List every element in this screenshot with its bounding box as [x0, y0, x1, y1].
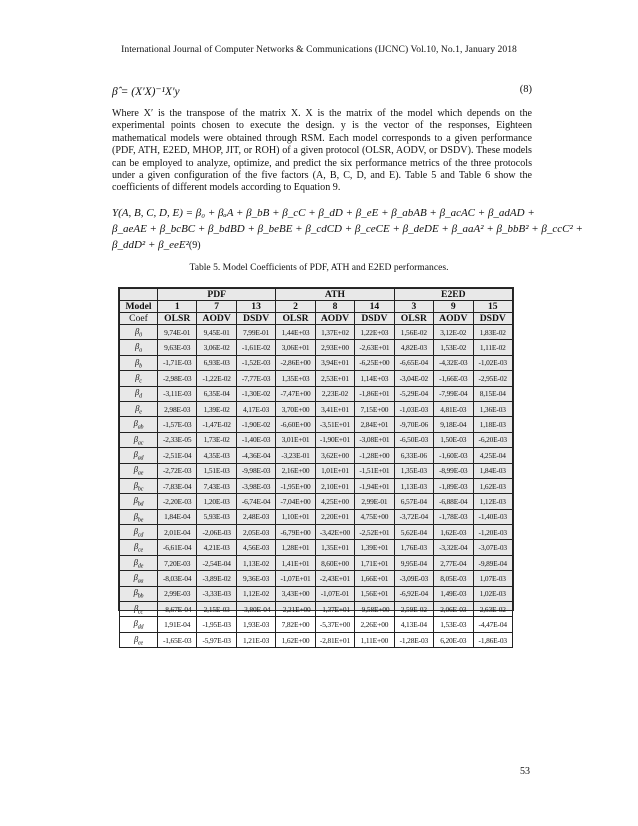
coefficient-subscript: ce — [138, 548, 144, 554]
table-cell: -3,04E-02 — [394, 371, 433, 386]
coefficients-table — [119, 288, 513, 648]
coefficient-label: $\beta_0$ — [120, 325, 158, 340]
table-cell: -3,98E-03 — [236, 478, 275, 493]
table-cell: -6,61E-04 — [158, 540, 197, 555]
table-cell: 1,07E-03 — [473, 571, 513, 586]
protocol-header: OLSR — [394, 313, 433, 325]
table-cell: -4,32E-03 — [434, 355, 473, 370]
table-cell: -1,20E-03 — [473, 525, 513, 540]
table-cell: 1,83E-02 — [473, 325, 513, 340]
model-number: 2 — [276, 301, 315, 313]
table-cell: -2,98E-03 — [158, 371, 197, 386]
table-cell: -4,36E-04 — [236, 448, 275, 463]
table-cell: -6,20E-03 — [473, 432, 513, 447]
protocol-header: AODV — [197, 313, 236, 325]
coefficient-label: $\beta_{be}$ — [120, 509, 158, 524]
table-cell: -3,72E-04 — [394, 509, 433, 524]
table-cell: -1,86E-03 — [473, 632, 513, 647]
coefficient-subscript: bb — [137, 594, 144, 601]
coefficient-label: $\beta_{dd}$ — [120, 617, 158, 632]
table-cell: 9,36E-03 — [236, 571, 275, 586]
coefficient-subscript: aa — [137, 578, 144, 585]
table-cell: 3,41E+01 — [315, 401, 354, 416]
table-cell: 3,94E+01 — [315, 355, 354, 370]
page-number: 53 — [520, 766, 530, 777]
coefficient-label: $\beta_{ce}$ — [120, 540, 158, 555]
table-cell: -9,70E-06 — [394, 417, 433, 432]
table-cell: 1,84E-03 — [473, 463, 513, 478]
table-cell: 1,66E+01 — [355, 571, 394, 586]
table-cell: -2,33E-05 — [158, 432, 197, 447]
table-cell: 1,28E+01 — [276, 540, 315, 555]
protocol-header: AODV — [315, 313, 354, 325]
table-cell: 9,63E-03 — [158, 340, 197, 355]
protocol-header: DSDV — [473, 313, 513, 325]
table-row — [120, 602, 513, 617]
table-cell: -6,25E+00 — [355, 355, 394, 370]
table-row — [120, 632, 513, 647]
coefficient-subscript: ac — [137, 440, 144, 447]
table-cell: -5,37E+00 — [315, 617, 354, 632]
table-cell: 1,35E+01 — [315, 540, 354, 555]
coefficient-label: $\beta_{cc}$ — [120, 602, 158, 617]
model-number: 1 — [158, 301, 197, 313]
table-cell: -1,66E-03 — [434, 371, 473, 386]
table-cell: 6,93E-03 — [197, 355, 236, 370]
table-cell: 1,93E-03 — [236, 617, 275, 632]
table-cell: -7,04E+00 — [276, 494, 315, 509]
coefficient-subscript: b — [139, 363, 142, 370]
table-cell: -1,40E-03 — [236, 432, 275, 447]
table-cell: -1,61E-02 — [236, 340, 275, 355]
table-row — [120, 555, 513, 570]
table-cell: 1,01E+01 — [315, 463, 354, 478]
table-cell: 4,25E-04 — [473, 448, 513, 463]
table-cell: -2,86E+00 — [276, 355, 315, 370]
table-cell: 4,25E+00 — [315, 494, 354, 509]
table-cell: 2,99E-01 — [355, 494, 394, 509]
table-cell: 1,10E+01 — [276, 509, 315, 524]
table-cell: 4,21E-03 — [197, 540, 236, 555]
table-cell: 1,12E-02 — [236, 586, 275, 601]
group-header-ath: ATH — [276, 289, 394, 301]
table-cell: 1,20E-03 — [197, 494, 236, 509]
table-cell: 1,53E-03 — [434, 617, 473, 632]
table-cell: 1,11E+00 — [355, 632, 394, 647]
table-cell: -1,40E-03 — [473, 509, 513, 524]
table-cell: 4,17E-03 — [236, 401, 275, 416]
coefficient-subscript: 0 — [139, 332, 142, 339]
table-cell: 8,05E-03 — [434, 571, 473, 586]
coefficient-subscript: ad — [137, 455, 144, 462]
table-cell: -2,63E+01 — [355, 340, 394, 355]
table-cell: 1,11E-02 — [473, 340, 513, 355]
table-row — [120, 463, 513, 478]
coefficient-label: $\beta_{bb}$ — [120, 586, 158, 601]
table-cell: -2,52E+01 — [355, 525, 394, 540]
equation-9-line-3-text: β_ddD² + β_eeE² — [112, 239, 189, 251]
table-cell: 1,56E+01 — [355, 586, 394, 601]
table-cell: -1,07E+01 — [276, 571, 315, 586]
table-cell: 7,43E-03 — [197, 478, 236, 493]
coefficient-subscript: cd — [137, 532, 144, 539]
coefficient-subscript: be — [137, 517, 144, 524]
table-cell: 2,53E+01 — [315, 371, 354, 386]
model-number: 8 — [315, 301, 354, 313]
model-number: 14 — [355, 301, 394, 313]
table-cell: -3,07E-03 — [473, 540, 513, 555]
table-cell: -3,80E-04 — [236, 602, 275, 617]
table-cell: 2,06E-03 — [434, 602, 473, 617]
table-cell: -9,89E-04 — [473, 555, 513, 570]
table-cell: -1,07E-01 — [315, 586, 354, 601]
table-cell: 1,62E-03 — [473, 478, 513, 493]
table-cell: -1,28E-03 — [394, 632, 433, 647]
table-row — [120, 325, 513, 340]
table-protocol-row — [120, 313, 513, 325]
table-cell: 1,53E-02 — [434, 340, 473, 355]
coefficient-label: $\beta_b$ — [120, 355, 158, 370]
coefficient-label: $\beta_e$ — [120, 401, 158, 416]
equation-9 — [112, 205, 583, 254]
table-cell: 2,01E-04 — [158, 525, 197, 540]
table-cell: 2,05E-03 — [236, 525, 275, 540]
coefficient-subscript: bc — [137, 486, 144, 493]
table-cell: 4,56E-03 — [236, 540, 275, 555]
table-cell: -1,90E-02 — [236, 417, 275, 432]
coefficient-label: $\beta_{bc}$ — [120, 478, 158, 493]
table-cell: -1,95E-03 — [197, 617, 236, 632]
table-cell: 3,62E+00 — [315, 448, 354, 463]
table-cell: -3,11E-03 — [158, 386, 197, 401]
table-cell: 1,62E+00 — [276, 632, 315, 647]
model-number: 9 — [434, 301, 473, 313]
coefficient-label: $\beta_c$ — [120, 371, 158, 386]
table-cell: 3,43E+00 — [276, 586, 315, 601]
equation-8-number: (8) — [519, 84, 532, 95]
protocol-header: DSDV — [236, 313, 275, 325]
table-cell: 1,39E+01 — [355, 540, 394, 555]
coefficient-subscript: ee — [138, 640, 144, 647]
table-cell: -1,65E-03 — [158, 632, 197, 647]
table-cell: -1,28E+00 — [355, 448, 394, 463]
table-cell: 4,35E-03 — [197, 448, 236, 463]
table-row — [120, 571, 513, 586]
table-cell: 1,49E-03 — [434, 586, 473, 601]
table-cell: 4,82E-03 — [394, 340, 433, 355]
table-cell: -3,33E-03 — [197, 586, 236, 601]
table-cell: 2,20E+01 — [315, 509, 354, 524]
table-cell: -5,29E-04 — [394, 386, 433, 401]
table-cell: 2,99E-03 — [158, 586, 197, 601]
table-cell: 1,39E-02 — [197, 401, 236, 416]
coefficient-label: $\beta_{cd}$ — [120, 525, 158, 540]
coefficient-label: $\beta_{de}$ — [120, 555, 158, 570]
table-cell: 7,99E-01 — [236, 325, 275, 340]
table-cell: 6,35E-04 — [197, 386, 236, 401]
model-number: 13 — [236, 301, 275, 313]
table-cell: 4,81E-03 — [434, 401, 473, 416]
coef-label: Coef — [120, 313, 158, 325]
table-cell: 1,50E-03 — [434, 432, 473, 447]
table-cell: 6,57E-04 — [394, 494, 433, 509]
table-cell: -6,65E-04 — [394, 355, 433, 370]
equation-9-line-3 — [112, 237, 532, 254]
table-cell: -9,98E-03 — [236, 463, 275, 478]
coefficient-label: $\beta_a$ — [120, 340, 158, 355]
table-cell: -3,23E-01 — [276, 448, 315, 463]
table-cell: -5,97E-03 — [197, 632, 236, 647]
coefficient-label: $\beta_{ac}$ — [120, 432, 158, 447]
protocol-header: OLSR — [276, 313, 315, 325]
table-cell: 9,95E-04 — [394, 555, 433, 570]
table-row — [120, 448, 513, 463]
table-row — [120, 401, 513, 416]
table-row — [120, 386, 513, 401]
table-cell: -1,89E-03 — [434, 478, 473, 493]
coefficient-label: $\beta_{ab}$ — [120, 417, 158, 432]
table-cell: 4,13E-04 — [394, 617, 433, 632]
model-label: Model — [120, 301, 158, 313]
table-cell: 2,84E+01 — [355, 417, 394, 432]
coefficient-label: $\beta_{ae}$ — [120, 463, 158, 478]
table-cell: -7,77E-03 — [236, 371, 275, 386]
table-cell: -3,08E+01 — [355, 432, 394, 447]
table-cell: 1,73E-02 — [197, 432, 236, 447]
table-row — [120, 417, 513, 432]
table-cell: -6,79E+00 — [276, 525, 315, 540]
table-cell: 1,36E-03 — [473, 401, 513, 416]
table-cell: -2,81E+01 — [315, 632, 354, 647]
table-cell: -1,60E-03 — [434, 448, 473, 463]
table-cell: 1,84E-04 — [158, 509, 197, 524]
table-cell: 1,37E+02 — [315, 325, 354, 340]
table-cell: -3,42E+00 — [315, 525, 354, 540]
table-5-image — [118, 287, 514, 647]
table-cell: 1,12E-03 — [473, 494, 513, 509]
table-cell: -1,86E+01 — [355, 386, 394, 401]
table-cell: -1,30E-02 — [236, 386, 275, 401]
coefficient-label: $\beta_{ad}$ — [120, 448, 158, 463]
table-cell: -1,71E-03 — [158, 355, 197, 370]
coefficient-subscript: dd — [137, 624, 144, 631]
table-cell: -7,83E-04 — [158, 478, 197, 493]
equation-8-formula: β̂ = (X′X)⁻¹X′y — [112, 86, 180, 98]
coefficient-subscript: ae — [137, 471, 144, 478]
table-cell: -7,99E-04 — [434, 386, 473, 401]
table-cell: 2,93E+00 — [315, 340, 354, 355]
table-cell: 1,13E-02 — [236, 555, 275, 570]
table-caption: Table 5. Model Coefficients of PDF, ATH and E2ED performances. — [189, 262, 449, 273]
table-cell: 5,93E-03 — [197, 509, 236, 524]
table-row — [120, 617, 513, 632]
coefficient-subscript: e — [139, 409, 142, 416]
table-cell: 1,02E-03 — [473, 586, 513, 601]
table-cell: 2,15E-03 — [197, 602, 236, 617]
table-cell: 3,06E+01 — [276, 340, 315, 355]
table-cell: 9,74E-01 — [158, 325, 197, 340]
table-cell: 2,63E-02 — [473, 602, 513, 617]
table-cell: 1,71E+01 — [355, 555, 394, 570]
table-cell: 6,33E-06 — [394, 448, 433, 463]
body-paragraph: Where X′ is the transpose of the matrix X. X is the matrix of the model which depends on the experimental points chosen to execute the design. y is the vector of the responses, Eighteen mathematical models were obtained through RSM. Each model corresponds to a given performance (PDF, ATH, E2ED, MHOP, JIT, or ROH) of a given protocol (OLSR, AODV, or DSDV). These models can be employed to analyze, optimize, and predict the six performance metrics of the three protocols under a given configuration of the five factors (A, B, C, D, and E). Table 5 and Table 6 show the coefficients of different models according to Equation 9. — [112, 108, 532, 194]
table-cell: -1,37E+01 — [315, 602, 354, 617]
coefficient-subscript: c — [139, 378, 142, 385]
table-cell: 3,06E-02 — [197, 340, 236, 355]
table-cell: -1,90E+01 — [315, 432, 354, 447]
model-number: 15 — [473, 301, 513, 313]
table-cell: 4,75E+00 — [355, 509, 394, 524]
coefficient-subscript: bd — [137, 501, 144, 508]
table-cell: 1,62E-03 — [434, 525, 473, 540]
equation-9-number: (9) — [188, 240, 201, 251]
table-cell: -6,60E+00 — [276, 417, 315, 432]
protocol-header: DSDV — [355, 313, 394, 325]
table-cell: -1,78E-03 — [434, 509, 473, 524]
table-cell: 1,91E-04 — [158, 617, 197, 632]
table-cell: -2,21E+00 — [276, 602, 315, 617]
table-cell: -6,50E-03 — [394, 432, 433, 447]
table-cell: 2,98E-03 — [158, 401, 197, 416]
table-cell: -1,03E-03 — [394, 401, 433, 416]
table-row — [120, 494, 513, 509]
table-cell: -1,57E-03 — [158, 417, 197, 432]
table-cell: 2,23E-02 — [315, 386, 354, 401]
equation-9-line-1: Y(A, B, C, D, E) = β₀ + βₐA + β_bB + β_cC + β_dD + β_eE + β_abAB + β_acAC + β_adAD + — [112, 207, 535, 219]
table-cell: 1,13E-03 — [394, 478, 433, 493]
table-cell: 1,21E-03 — [236, 632, 275, 647]
table-cell: 1,76E-03 — [394, 540, 433, 555]
table-cell: -2,95E-02 — [473, 371, 513, 386]
table-cell: 1,35E+03 — [276, 371, 315, 386]
table-cell: 8,15E-04 — [473, 386, 513, 401]
table-row — [120, 509, 513, 524]
table-cell: -2,06E-03 — [197, 525, 236, 540]
table-row — [120, 586, 513, 601]
table-group-row — [120, 289, 513, 301]
protocol-header: OLSR — [158, 313, 197, 325]
table-cell: -8,99E-03 — [434, 463, 473, 478]
table-cell: -1,22E-02 — [197, 371, 236, 386]
table-cell: -9,58E+00 — [355, 602, 394, 617]
table-cell: -4,47E-04 — [473, 617, 513, 632]
table-cell: -8,03E-04 — [158, 571, 197, 586]
table-model-row — [120, 301, 513, 313]
table-cell: -2,51E-04 — [158, 448, 197, 463]
table-cell: -1,47E-02 — [197, 417, 236, 432]
journal-header: International Journal of Computer Networks & Communications (IJCNC) Vol.10, No.1, January 2018 — [121, 44, 517, 55]
group-header-pdf: PDF — [158, 289, 276, 301]
table-cell: 7,82E+00 — [276, 617, 315, 632]
table-cell: 1,14E+03 — [355, 371, 394, 386]
table-cell: 1,22E+03 — [355, 325, 394, 340]
table-cell: 1,44E+03 — [276, 325, 315, 340]
table-cell: -2,72E-03 — [158, 463, 197, 478]
table-cell: 3,12E-02 — [434, 325, 473, 340]
table-cell: 2,48E-03 — [236, 509, 275, 524]
model-number: 3 — [394, 301, 433, 313]
table-cell: -3,89E-02 — [197, 571, 236, 586]
table-cell: 2,10E+01 — [315, 478, 354, 493]
table-cell: -2,20E-03 — [158, 494, 197, 509]
table-row — [120, 540, 513, 555]
table-cell: -1,52E-03 — [236, 355, 275, 370]
coefficient-label: $\beta_{ee}$ — [120, 632, 158, 647]
protocol-header: AODV — [434, 313, 473, 325]
table-cell: -6,88E-04 — [434, 494, 473, 509]
table-cell: 9,45E-01 — [197, 325, 236, 340]
coefficient-subscript: ab — [137, 424, 144, 431]
table-cell: 1,41E+01 — [276, 555, 315, 570]
table-cell: -2,43E+01 — [315, 571, 354, 586]
table-cell: 9,18E-04 — [434, 417, 473, 432]
table-cell: 7,20E-03 — [158, 555, 197, 570]
corner-cell — [120, 289, 158, 301]
table-cell: 1,18E-03 — [473, 417, 513, 432]
table-cell: -3,51E+01 — [315, 417, 354, 432]
table-cell: 2,59E-02 — [394, 602, 433, 617]
equation-9-line-2: β_aeAE + β_bcBC + β_bdBD + β_beBE + β_cdCD + β_ceCE + β_deDE + β_aaA² + β_bbB² + β_ccC² + — [112, 223, 583, 235]
model-number: 7 — [197, 301, 236, 313]
table-cell: 8,60E+00 — [315, 555, 354, 570]
equation-8 — [112, 84, 532, 98]
table-cell: 1,51E-03 — [197, 463, 236, 478]
coefficient-subscript: cc — [138, 609, 144, 616]
table-cell: -8,67E-04 — [158, 602, 197, 617]
table-cell: -1,51E+01 — [355, 463, 394, 478]
table-cell: 5,62E-04 — [394, 525, 433, 540]
table-row — [120, 432, 513, 447]
table-cell: 2,77E-04 — [434, 555, 473, 570]
table-row — [120, 478, 513, 493]
table-cell: -1,95E+00 — [276, 478, 315, 493]
coefficient-subscript: a — [139, 347, 142, 354]
table-cell: 3,01E+01 — [276, 432, 315, 447]
coefficient-label: $\beta_{aa}$ — [120, 571, 158, 586]
table-cell: 1,56E-02 — [394, 325, 433, 340]
table-cell: -7,47E+00 — [276, 386, 315, 401]
table-cell: -6,74E-04 — [236, 494, 275, 509]
table-row — [120, 355, 513, 370]
coefficient-subscript: d — [139, 394, 142, 401]
coefficient-subscript: de — [137, 563, 144, 570]
table-row — [120, 525, 513, 540]
table-cell: -2,54E-04 — [197, 555, 236, 570]
coefficient-label: $\beta_d$ — [120, 386, 158, 401]
table-row — [120, 340, 513, 355]
group-header-e2ed: E2ED — [394, 289, 512, 301]
table-row — [120, 371, 513, 386]
table-body — [120, 325, 513, 648]
table-cell: 2,16E+00 — [276, 463, 315, 478]
table-cell: -1,02E-03 — [473, 355, 513, 370]
table-cell: -3,32E-04 — [434, 540, 473, 555]
table-cell: -3,09E-03 — [394, 571, 433, 586]
table-cell: 7,15E+00 — [355, 401, 394, 416]
table-cell: 2,26E+00 — [355, 617, 394, 632]
table-cell: 1,35E-03 — [394, 463, 433, 478]
coefficient-label: $\beta_{bd}$ — [120, 494, 158, 509]
table-cell: -6,92E-04 — [394, 586, 433, 601]
table-cell: -1,94E+01 — [355, 478, 394, 493]
table-cell: 3,70E+00 — [276, 401, 315, 416]
table-cell: 6,20E-03 — [434, 632, 473, 647]
